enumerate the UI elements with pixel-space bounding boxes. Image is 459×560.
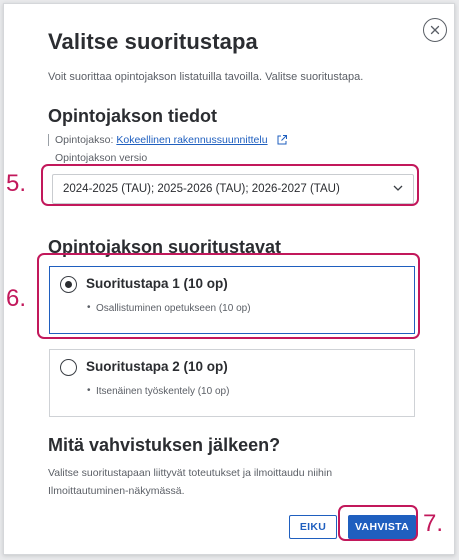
method-option-2[interactable] xyxy=(49,349,415,417)
method-option-1-radio[interactable] xyxy=(60,276,77,293)
course-method-dialog xyxy=(3,3,455,555)
course-link[interactable]: Kokeellinen rakennussuunnittelu xyxy=(116,134,268,146)
method-option-1[interactable] xyxy=(49,266,415,334)
version-label: Opintojakson versio xyxy=(55,152,148,164)
course-info-row xyxy=(48,134,288,146)
external-link-icon[interactable] xyxy=(276,134,288,146)
chevron-down-icon xyxy=(393,185,403,191)
confirm-button[interactable]: VAHVISTA xyxy=(348,515,416,539)
after-confirm-text: Valitse suoritustapaan liittyvät toteutukset ja ilmoittaudu niihin Ilmoittautuminen-näkymässä. xyxy=(48,467,333,497)
method-option-1-detail: • Osallistuminen opetukseen (10 op) xyxy=(96,303,251,314)
step-5-label: 5. xyxy=(6,170,27,197)
method-option-2-title: Suoritustapa 2 (10 op) xyxy=(86,359,228,374)
close-button[interactable] xyxy=(423,18,447,42)
methods-heading: Opintojakson suoritustavat xyxy=(48,237,282,257)
version-select[interactable] xyxy=(52,174,414,204)
dialog-title: Valitse suoritustapa xyxy=(48,29,258,54)
step-6-label: 6. xyxy=(6,285,27,312)
course-label: Opintojakso: xyxy=(55,134,114,146)
method-option-2-detail: • Itsenäinen työskentely (10 op) xyxy=(96,386,229,397)
cancel-button[interactable]: EIKU xyxy=(289,515,337,539)
after-confirm-heading: Mitä vahvistuksen jälkeen? xyxy=(48,435,281,455)
method-option-2-radio[interactable] xyxy=(60,359,77,376)
close-icon xyxy=(430,25,440,35)
course-details-heading: Opintojakson tiedot xyxy=(48,106,217,126)
step-7-label: 7. xyxy=(423,510,444,537)
dialog-intro: Voit suorittaa opintojakson listatuilla tavoilla. Valitse suoritustapa. xyxy=(48,71,364,83)
method-option-1-title: Suoritustapa 1 (10 op) xyxy=(86,276,228,291)
version-select-value: 2024-2025 (TAU); 2025-2026 (TAU); 2026-2027 (TAU) xyxy=(63,183,340,195)
